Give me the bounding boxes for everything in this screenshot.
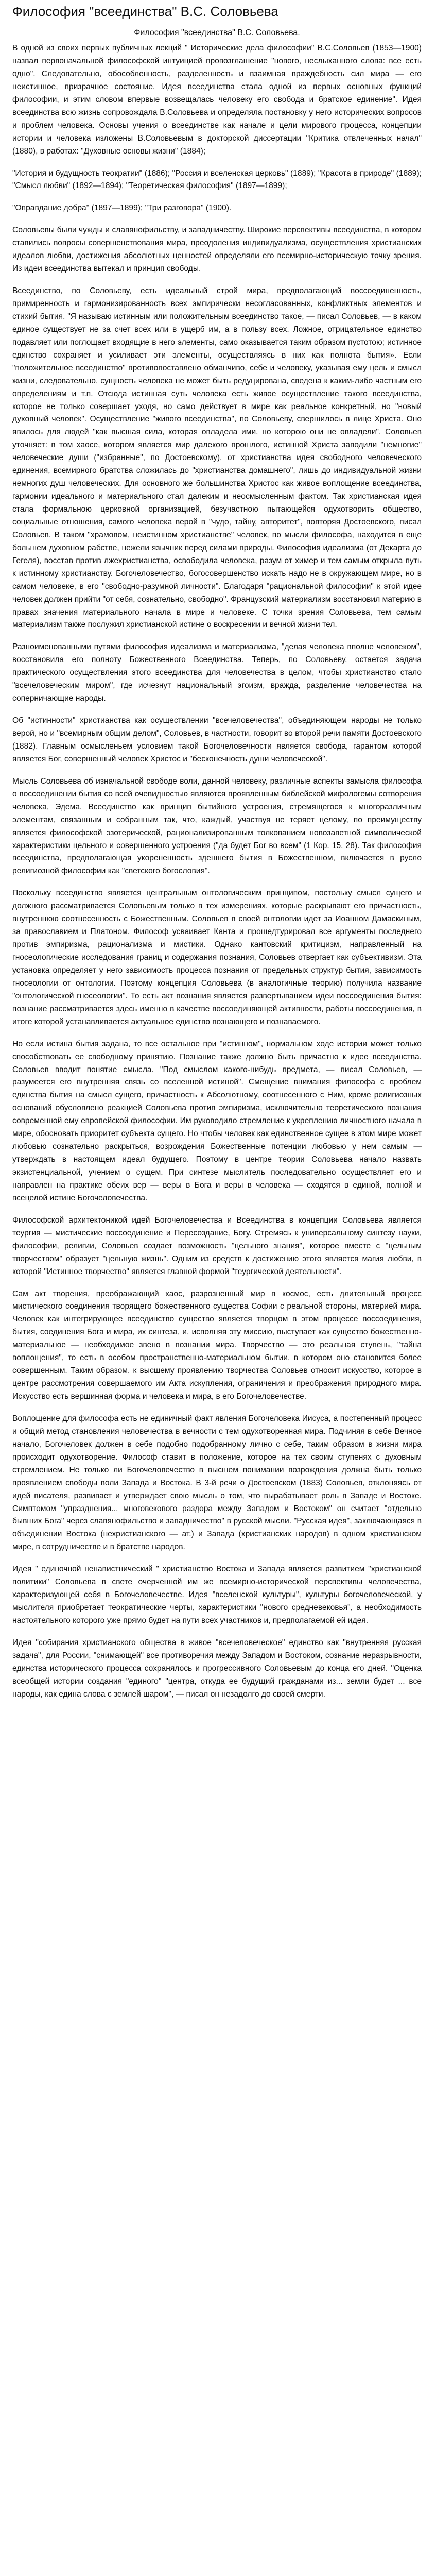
paragraph: В одной из своих первых публичных лекций " Исторические дела философии" В.С.Соловьев (1853—1900) назвал первоначальной философской интуицией провозглашение "нового, неслыханного слова: все есть одно". Следовательно, обособленность, разделенность и взаимная враждебность сил мира — его неистинное, призрачное состояние. Идея всеединства стала одной из первых основных функций философии, и этим словом впервые возвещалась человеку его свобода и братское единение". Идея всеединства всю жизнь сопровождала В.Соловьева и определяла постановку у него исторических вопросов и проблем человека. Основы учения о всеединстве как начале и цели мирового процесса, концепции истории и человека изложены В.Соловьевым в докторской диссертации "Критика отвлеченных начал" (1880), в работах: "Духовные основы жизни" (1884); [12, 44, 422, 156]
paragraph: Об "истинности" христианства как осуществлении "всечеловечества", объединяющем народы не только верой, но и "всемирным общим делом", Соловьев, в частности, говорит во второй речи памяти Достоевского (1882). Главным осмысленьем условием такой Богочеловечности является свобода, гарантом которой является Бог, совершенный человек Христос и "бесконечность души человеческой". [12, 716, 422, 764]
paragraph: "Оправдание добра" (1897—1899); "Три разговора" (1900). [12, 204, 232, 213]
page-title: Философия "всеединства" В.С. Соловьева [12, 4, 278, 19]
document-subtitle: Философия "всеединства" В.С. Соловьева. [134, 28, 300, 37]
paragraph: Соловьевы были чужды и славянофильству, и западничеству. Широкие перспективы всеединства, в котором ставились вопросы совершенствования мира, преодоления индивидуализма, осуществления христианских идеалов любви, достижения абсолютных ценностей определяли его всемирно-историческую точку зрения. Из идеи всеединства вытекал и принцип свободы. [12, 226, 422, 274]
paragraph: Но если истина бытия задана, то все остальное при "истинном", нормальном ходе истории может только способствовать ее свободному принятию. Познание также должно быть причастно к идее всеединства. Соловьев вводит понятие смысла. "Под смыслом какого-нибудь предмета, — писал Соловьев, — разумеется его внутренняя связь со вселенной истиной". Смещение внимания философа с проблем единства бытия на смысл сущего, причастность к Абсолютному, соотнесенного с Ним, кроме религиозных оснований обусловлено реакцией Соловьева против эмпиризма, исключительно теоретического познания современной ему европейской философии. Им руководило стремление к укреплению личностного начала в мире, обосновать приоритет субъекта сущего. Но чтобы человек как единственное сущее в этом мире может любовью сознательно раскрыться, возрождения Божественные потенции любовью у нем самым — утверждать в настоящем идеал будущего. Поэтому в центре теории Соловьева начало назвать экзистенциальной, учением о сущем. При синтезе мыслитель последовательно осуществляет его и направлен на практике обеих вер — веры в Бога и веры в человека — сходятся в единой, полной и всецелой истине Богочеловечества. [12, 1039, 422, 1202]
paragraph: Мысль Соловьева об изначальной свободе воли, данной человеку, различные аспекты замысла философа о воссоединении бытия со всей очевидностью являются проявленным библейской мифологемы сотворения человека, Эдема. Всеединство как принцип бытийного устроения, стремящегося к многоразличным элементам, связанным и собранным так, что, каждый, участвуя не теряет целому, по преимуществу является философской эзотерической, рационализированным толкованием новозаветной символической характеристики цельного и совершенного устроения ("да будет Бог во всем" (1 Кор. 15, 28). Так философия всеединства, предполагающая укорененность здешнего бытия в Божественном, включается в русло религиозной философии как "светского богословия". [12, 776, 422, 876]
paragraph: Философской архитектоникой идей Богочеловечества и Всеединства в концепции Соловьева является теургия — мистические воссоединение и Пересоздание, Богу. Стремясь к универсальному синтезу науки, философии, религии, Соловьев создает возможность "цельного знания", которое вместе с "цельным творчеством" образует "цельную жизнь". Одним из средств к достижению этого является магия любви, в которой "Истинное творчество" является главной формой "теургической деятельности". [12, 1215, 422, 1276]
paragraph: Идея " единочной ненавистнический " христианство Востока и Запада является развитием "христианской политики" Соловьева в свете очерченной им же всемирно-исторической перспективы человечества, характеризующей себя в Богочеловечестве. Идея "вселенской культуры", культуры богочеловеческой, у мыслителя приобретает теократические черты, характеристики "нового средневековья", а необходимость настоятельного которого уже прямо будет на пути всех участников и, предполагаемой ей идея. [12, 1565, 422, 1625]
paragraph: Сам акт творения, преображающий хаос, разрозненный мир в космос, есть длительный процесс мистического соединения творящего божественного существа Софии с реальной стороны, материей мира. Человек как интегрирующее всеединство существо является творцом в этом процессе воссоединения, бытия, соединения Бога и мира, их синтеза, и, исполняя эту миссию, выступает как существо божественно-материальное — необходимое звено в познании мира. Творчество — это реальная ступень, "тайна воплощения", то есть в особом пространственно-материальном бытии, в котором оно становится более совершенным. Таким образом, к высшему проявлению творчества Соловьев относит искусство, которое в центре рассмотрения совершаемого им Акта искупления, ограничения и преображения природного мира. Искусство есть вершинная форма и человека и мира, в его Богочеловечестве. [12, 1289, 422, 1401]
paragraph: Воплощение для философа есть не единичный факт явления Богочеловека Иисуса, а постепенный процесс и общий метод становления человечества в вечности с тем одухотворенная мира. Подчиняя в себе Вечное начало, Богочеловек должен в себе подобно подобранному лично с себе, таким образом в жизни мира происходит одухотворение. Философ ставит в положение, которое на тех своим ступенях с духовным стремлением. Не только ли Богочеловечество в высшем понимании возрождения должна быть только проявлением свободы воли Запада и Востока. В 3-й речи о Достоевском (1883) Соловьев, отклоняясь от идей писателя, развивает и утверждает свою мысль о том, что вырабатывает роль в Западе и Востоке. Симптомом "упразднения... многовекового раздора между Западом и Востоком" он считает "отдельно бывших Бога" через славянофильство и западничество" в русской мысли. "Русская идея", заключающаяся в объединении Востока (нехристианского — ат.) и Запада (христианских народов) в одном христианском мире, в сотрудничестве и в братстве народов. [12, 1414, 422, 1552]
paragraph: Разноименованными путями философия идеализма и материализма, "делая человека вполне человеком", восстановила его полноту Божественного Всеединства. Теперь, по Соловьеву, остается задача практического осуществления этого всеединства для человечества в целом, чтобы христианство стало "всечеловеческим миром", где исчезнут национальный эгоизм, вражда, разделение человечества на соперничающие народы. [12, 642, 422, 703]
paragraph: Идея "собирания христианского общества в живое "всечеловеческое" единство как "внутренняя русская задача", для России, "снимающей" все противоречия между Западом и Востоком, сознание неразрывности, единства исторического процесса сохранялось и прогрессивного Соловьевым до конца его дней. "Оценка всеобщей истории создания "единого" "центра, откуда ее будущий гражданами из... земли будет ... все народы, как едина слова с землей шаром", — писал он незадолго до своей смерти. [12, 1638, 422, 1699]
paragraph: "История и будущность теократии" (1886); "Россия и вселенская церковь" (1889); "Красота в природе" (1889); "Смысл любви" (1892—1894); "Теоретическая философия" (1897—1899); [12, 168, 422, 191]
paragraph: Поскольку всеединство является центральным онтологическим принципом, постольку смысл сущего и должного рассматривается Соловьевым только в тех измерениях, которые раскрывают его причастность, внутреннюю соотнесенность с Божественным. Соловьев в своей онтологии идет за Иоанном Дамаскиным, за православием и Платоном. Философ усваивает Канта и прошедтурировал все аргументы последнего против эмпиризма, рационализма и мистики. Однако кантовский критицизм, направленный на гносеологические исследования границ и содержания познания, Соловьев отвергает как субъективизм. Эта установка определяет у него зависимость процесса познания от предельных структур бытия, зависимость гносеологии от онтологии. Поэтому концепция Соловьева (в аналогичные теорию) получила название "онтологической гносеологии". То есть акт познания является развертыванием идеи воссоединения бытия: познание рассматривается здесь именно в качестве воссоединяющей активности, работы воссоединения, в итоге которой устанавливается актуальное единство познающего и познаваемого. [12, 889, 422, 1026]
paragraph: Всеединство, по Соловьеву, есть идеальный строй мира, предполагающий воссоединенность, примиренность и гармонизированность всех эмпирически несогласованных, конфликтных элементов и стихий бытия. "Я называю истинным или положительным всеединство такое, — писал Соловьев, — в каком единое существует не за счет всех или в ущерб им, а в пользу всех. Ложное, отрицательное единство подавляет или поглощает входящие в него элементы, само оказывается таким образом пустотою; истинное единство сохраняет и усиливает эти элементы, осуществляясь в них как полнота бытия». Если "положительное всеединство" противопоставлено обманчиво, себе и человеку, указывая ему цель и смысл жизни, следовательно, сущность человека не может быть редуцирована, сведена к каким-либо частным его определениям и т.п. Отсюда истинная суть человека есть живое осуществление такого всеединства, которое не только совершает уходя, но само действует в мире как реальное конкретный, но "новый духовный человек". Осуществление "живого всеединства", по Соловьеву, свершилось в лице Христа. Оно явилось для людей "как высшая сила, которая овладела ими, но которою они не овладели". Соловьев уточняет: в том хаосе, котором является мир далекого прошлого, истинной Христа заводили "немногие" человеческие души ("избранные", по Достоевскому), от христианства идея свободного человеческого единения, всемирного братства сложилась до "христианства домашнего", лишь до индивидуальной жизни немногих душ человеческих. Для основного же большинства Христос как живое воплощение всеединства, гармонии идеального и материального стал далеким и неосмысленным фактом. Так христианская идея стала формальною церковной организацией, безучастною пытающейся одухотворить общество, социальные отношения, самого человека верой в "чудо, тайну, авторитет", повторяя Достоевского, писал Соловьев. В таком "храмовом, неистинном христианстве" человек, по мысли философа, находится в еще большем духовном рабстве, нежели язычник перед силами природы. Философия идеализма (от Декарта до Гегеля), восстав против лжехристианства, освободила человека, разум от химер и тем самым открыла путь к истинному христианству. Богочеловечество, богосовершенство искать надо не в окружающем мире, но в самом человеке, в его "свободно-разумной личности". Благодаря "рациональной философии" к этой идее человек должен прийти "от себя, сознательно, свободно". Французский материализм восстановил материю в правах значения материального начала в мире и человеке. С точки зрения Соловьева, тем самым материализм также послужил христианской истине о воскресении и вечной жизни тел. [12, 286, 422, 630]
